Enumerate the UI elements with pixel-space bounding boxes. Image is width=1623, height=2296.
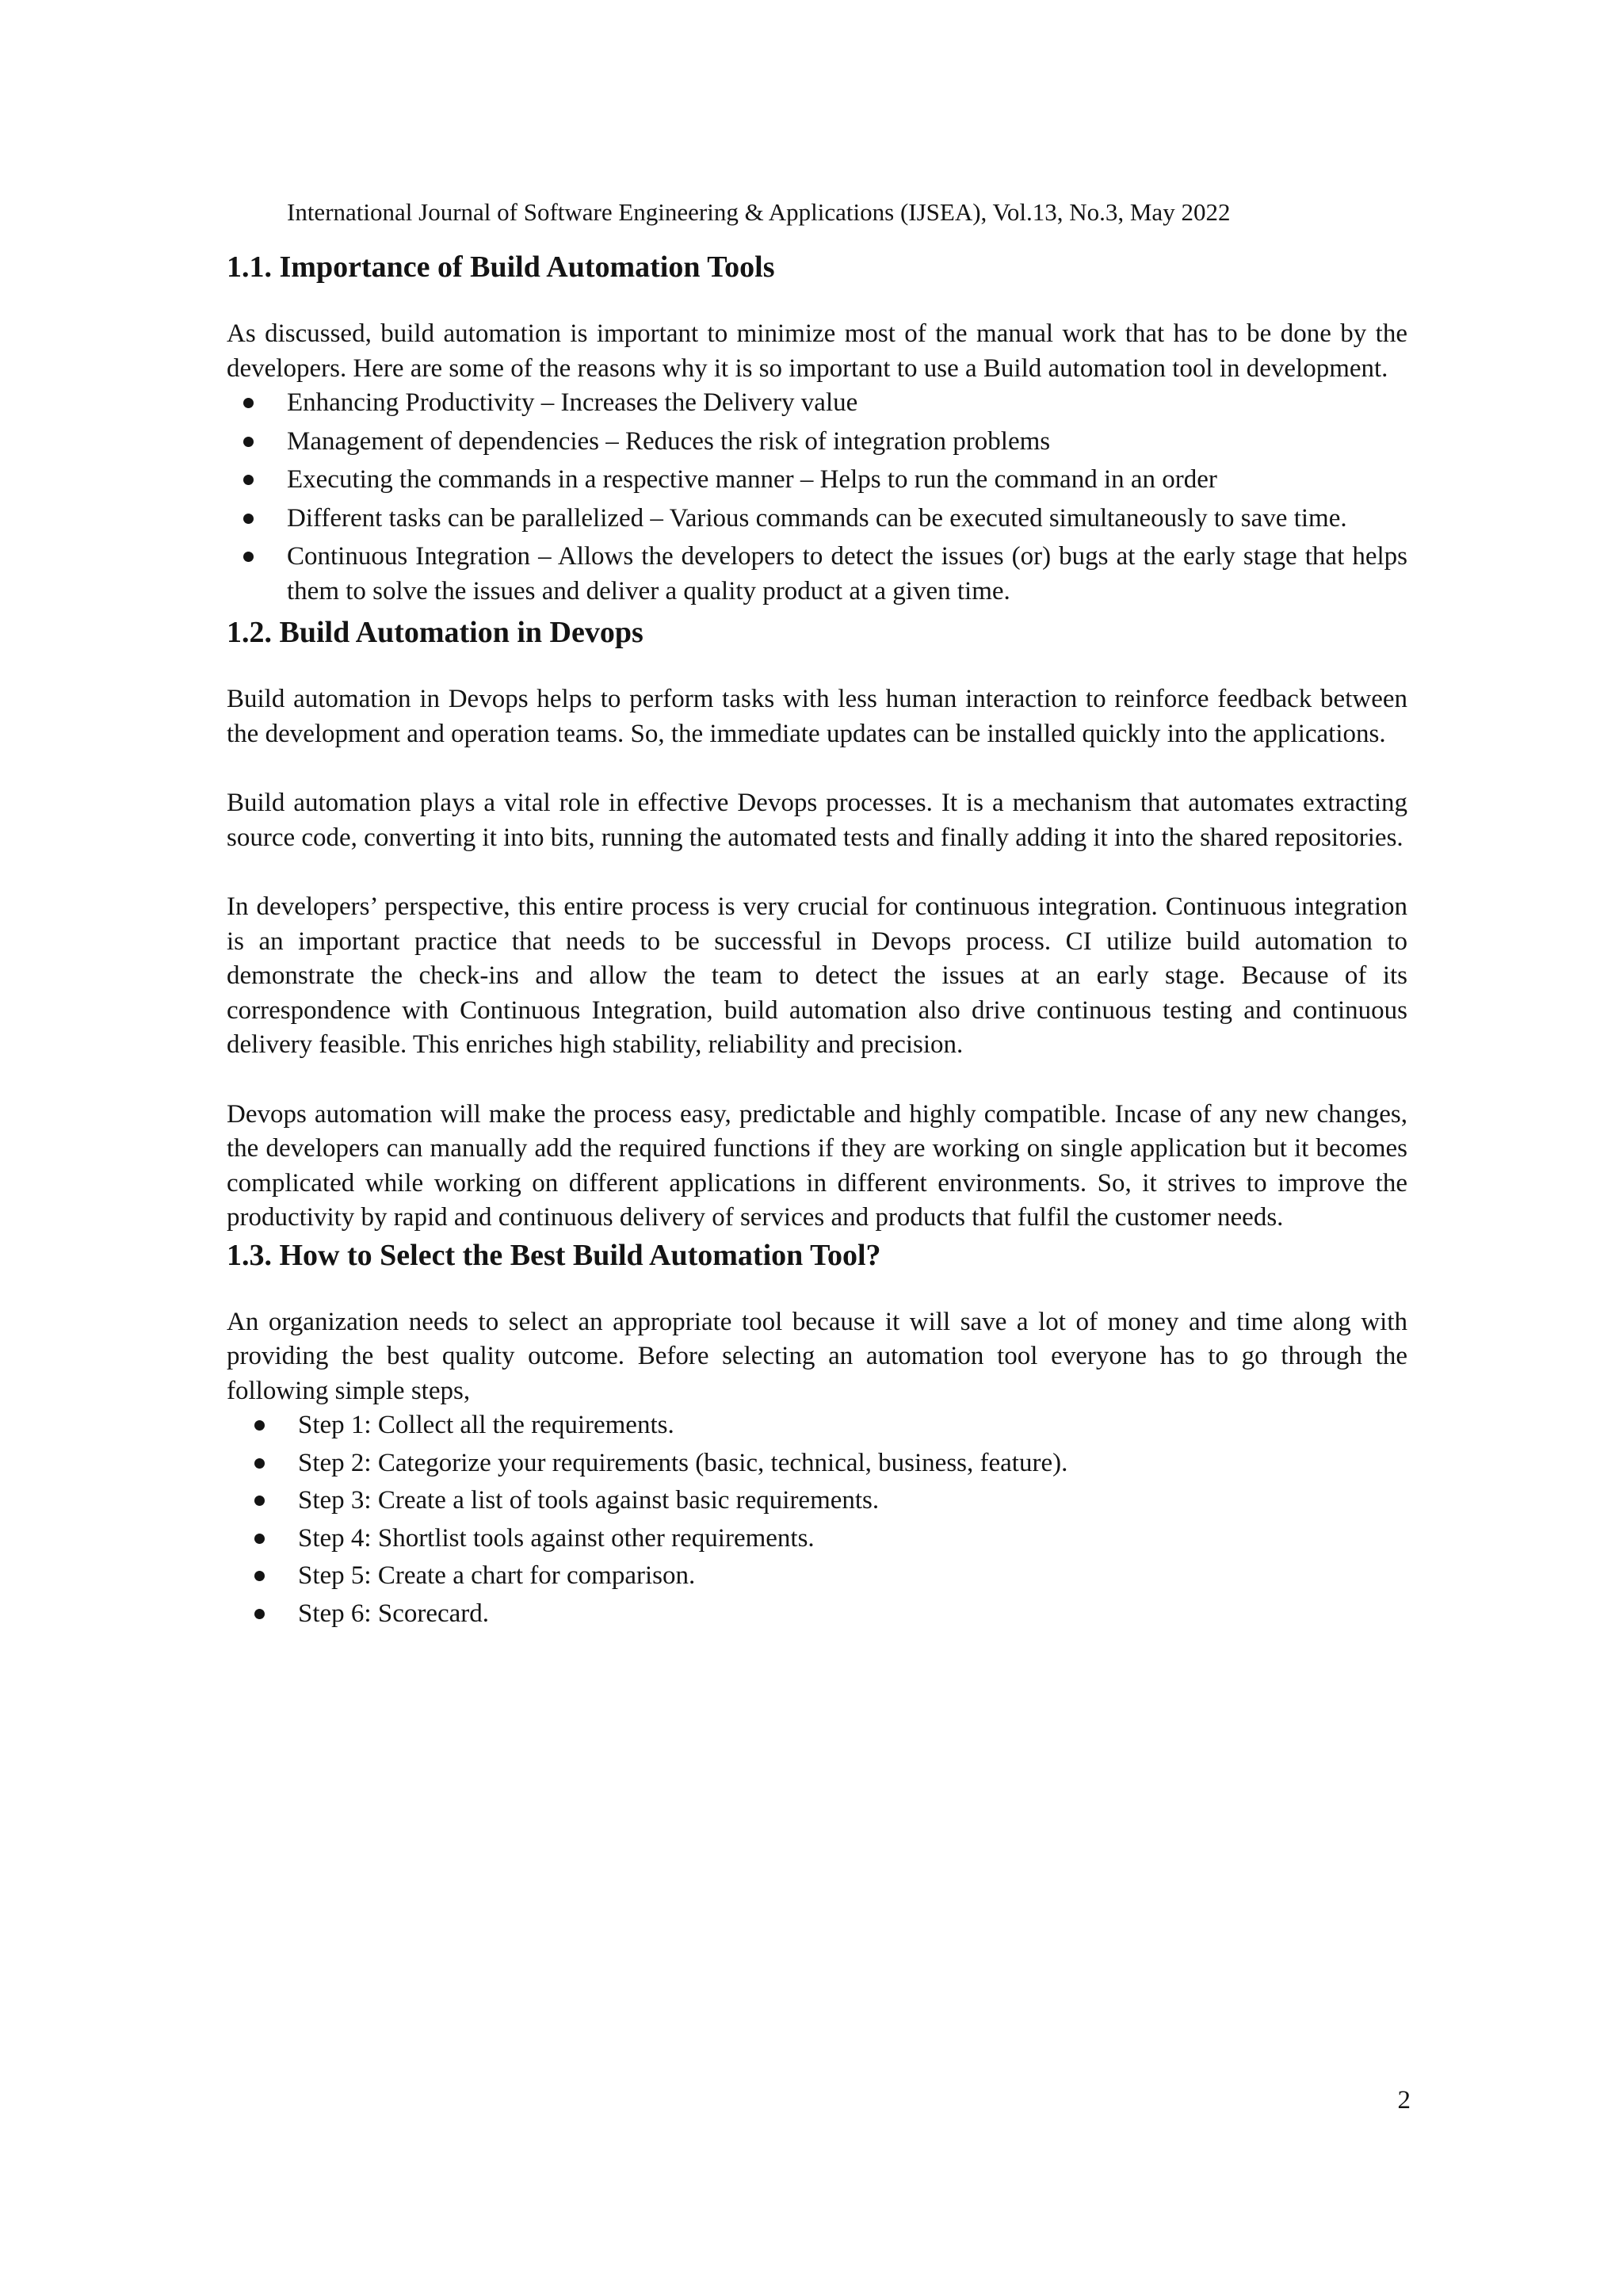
bullet-icon — [254, 1496, 265, 1506]
bullet-icon — [254, 1458, 265, 1469]
bullet-icon — [243, 552, 254, 562]
list-item: Executing the commands in a respective manner – Helps to run the command in an order — [227, 463, 1407, 498]
section-heading-1-1: 1.1. Importance of Build Automation Tools — [227, 250, 775, 284]
section-heading-1-2: 1.2. Build Automation in Devops — [227, 616, 643, 649]
section-1-2-paragraph: In developers’ perspective, this entire process is very crucial for continuous integration. Continuous integration is an important practice that needs to be successful in Devops process. CI utilize build automation to demonstrate the check-ins and allow the team to detect the issues at an early stage. Because of its correspondence with Continuous Integration, build automation also drive continuous testing and continuous delivery feasible. This enriches high stability, reliability and precision. — [227, 892, 1407, 1059]
bullet-icon — [243, 398, 254, 408]
list-item: Continuous Integration – Allows the developers to detect the issues (or) bugs at the early stage that helps them to solve the issues and deliver a quality product at a given time. — [227, 540, 1407, 609]
list-item: Management of dependencies – Reduces the risk of integration problems — [227, 425, 1407, 460]
list-item: Step 4: Shortlist tools against other requirements. — [227, 1522, 1407, 1557]
bullet-icon — [243, 437, 254, 447]
section-1-3-intro: An organization needs to select an appropriate tool because it will save a lot of money and time along with providing the best quality outcome. Before selecting an automation tool everyone has to go through the following simple steps, — [227, 1307, 1407, 1405]
list-item: Step 2: Categorize your requirements (basic, technical, business, feature). — [227, 1446, 1407, 1481]
page-content — [227, 247, 1407, 1634]
section-heading-1-3: 1.3. How to Select the Best Build Automation Tool? — [227, 1238, 881, 1272]
bullet-icon — [243, 475, 254, 485]
bullet-icon — [254, 1571, 265, 1581]
bullet-icon — [254, 1609, 265, 1619]
section-1-2-paragraph: Devops automation will make the process easy, predictable and highly compatible. Incase of any new changes, the developers can manually add the required functions if they are working on single application but it becomes complicated while working on different applications in different environments. So, it strives to improve the productivity by rapid and continuous delivery of services and products that fulfil the customer needs. — [227, 1099, 1407, 1232]
list-item: Different tasks can be parallelized – Various commands can be executed simultaneously to save time. — [227, 502, 1407, 537]
running-header: International Journal of Software Engineering & Applications (IJSEA), Vol.13, No.3, May 2022 — [287, 198, 1231, 226]
section-1-2-paragraph: Build automation plays a vital role in effective Devops processes. It is a mechanism that automates extracting source code, converting it into bits, running the automated tests and finally adding it into the shared repositories. — [227, 789, 1407, 852]
bullet-icon — [254, 1420, 265, 1431]
list-item: Step 1: Collect all the requirements. — [227, 1408, 1407, 1443]
list-item: Step 3: Create a list of tools against basic requirements. — [227, 1484, 1407, 1519]
list-item: Enhancing Productivity – Increases the Delivery value — [227, 386, 1407, 421]
section-1-1-bullet-list — [227, 386, 1407, 609]
bullet-icon — [243, 514, 254, 524]
section-1-1-intro: As discussed, build automation is important to minimize most of the manual work that has to be done by the developers. Here are some of the reasons why it is so important to use a Build automation tool in development. — [227, 319, 1407, 383]
section-1-2-paragraph: Build automation in Devops helps to perform tasks with less human interaction to reinforce feedback between the development and operation teams. So, the immediate updates can be installed quickly into the applications. — [227, 685, 1407, 748]
list-item: Step 5: Create a chart for comparison. — [227, 1559, 1407, 1594]
section-1-3-steps-list — [227, 1408, 1407, 1631]
bullet-icon — [254, 1534, 265, 1544]
list-item: Step 6: Scorecard. — [227, 1597, 1407, 1632]
page-number: 2 — [1397, 2086, 1411, 2115]
